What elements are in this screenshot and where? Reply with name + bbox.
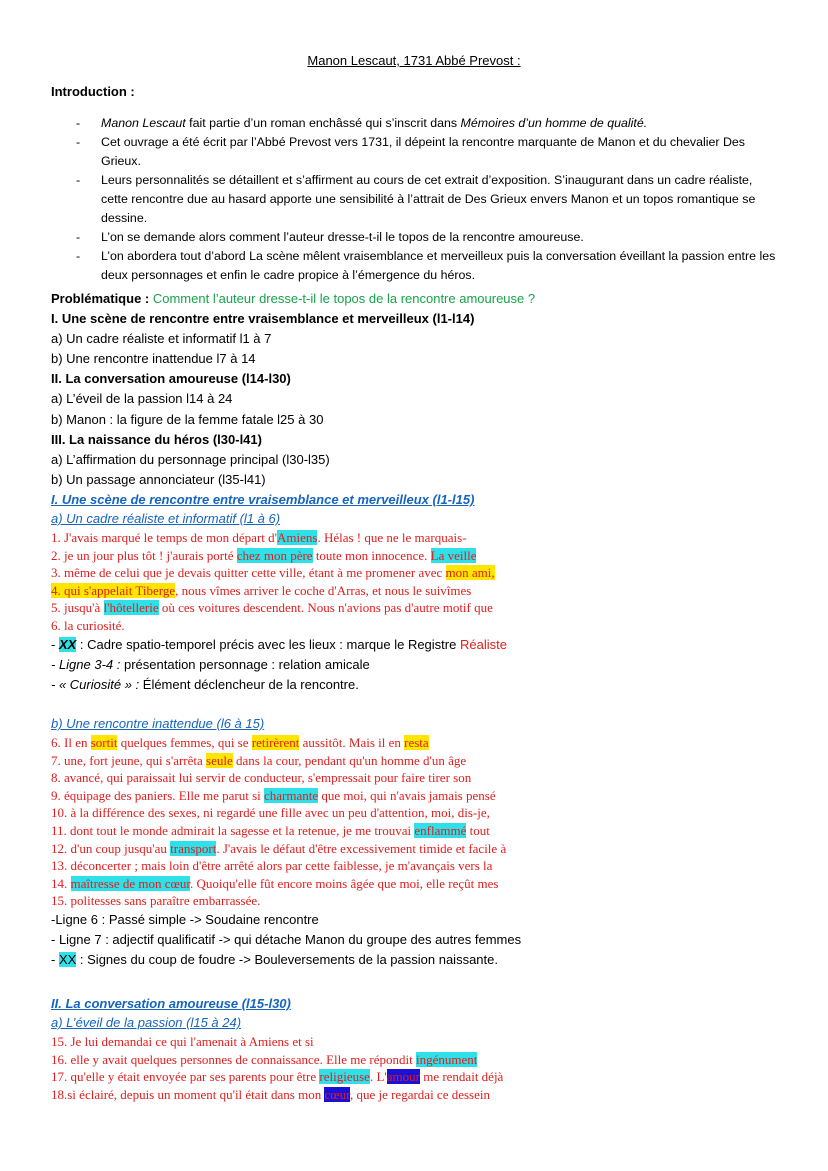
text-span: , nous vîmes arriver le coche d'Arras, et nous le suivîmes (175, 582, 472, 598)
label: Problématique : (51, 291, 153, 306)
quote-block (51, 734, 791, 910)
outline-subpart: a) L’éveil de la passion l14 à 24 (51, 391, 233, 407)
text-span: resta (404, 735, 429, 750)
introduction-heading: Introduction : (51, 84, 135, 99)
text-span: me rendait déjà (419, 1069, 504, 1085)
section-heading: I. Une scène de rencontre entre vraisemblance et merveilleux (l1-l15) (51, 492, 475, 507)
quote-line (51, 734, 791, 752)
note (51, 655, 791, 675)
section-heading: II. La conversation amoureuse (l15-l30) (51, 996, 291, 1011)
text-span: . J'avais le défaut d'être excessivement timide et facile à (216, 840, 507, 856)
note (51, 675, 791, 695)
text-span: 3. même de celui que je devais quitter cette ville, étant à me promener avec (51, 565, 446, 581)
subsection-heading: b) Une rencontre inattendue (l6 à 15) (51, 716, 265, 731)
text-span: - Ligne 3-4 : (51, 656, 121, 672)
text-span: 4. qui s'appelait Tiberge (51, 582, 176, 598)
italic-text: Mémoires d’un homme de qualité. (460, 116, 648, 130)
text-span: 6. Il en (51, 735, 91, 750)
section-1 (51, 490, 791, 695)
text-span: Réaliste (459, 636, 507, 652)
quote-line (51, 582, 791, 600)
quote-block (51, 1033, 791, 1103)
text-span: mon ami, (445, 565, 495, 581)
quote-line (51, 787, 791, 805)
quote-line: 15. Je lui demandai ce qui l'amenait à Amiens et si (51, 1034, 314, 1049)
text-span: sortit (90, 735, 118, 750)
text-span: tout (466, 822, 490, 838)
quote-line (51, 599, 791, 617)
outline (51, 289, 791, 490)
outline-part: II. La conversation amoureuse (l14-l30) (51, 371, 291, 387)
analysis-notes (51, 910, 791, 970)
text-span: enflammé (414, 822, 467, 838)
introduction-list (51, 114, 781, 285)
text-span: - « Curiosité » : (51, 676, 140, 692)
text-span: - (51, 636, 59, 652)
text-span: toute mon innocence. (312, 547, 431, 563)
outline-subpart: a) L’affirmation du personnage principal (l30-l35) (51, 451, 330, 467)
text-span: . L' (369, 1069, 387, 1085)
text-span: La veille (430, 547, 477, 563)
quote-line: 8. avancé, qui paraissait lui servir de conducteur, s'empressait pour faire tirer son (51, 770, 472, 786)
text-span: cœur (324, 1086, 350, 1102)
quote-line (51, 822, 791, 840)
text-span: dans la cour, pendant qu'un homme d'un âge (232, 752, 467, 768)
note: - Ligne 7 : adjectif qualificatif -> qui détache Manon du groupe des autres femmes (51, 931, 522, 947)
text-span: transport (170, 840, 217, 856)
text-span: 7. une, fort jeune, qui s'arrêta (51, 752, 207, 768)
text-span: Amiens (276, 530, 318, 545)
section-1b (51, 714, 791, 970)
quote-line: 13. déconcerter ; mais loin d'être arrêté alors par cette faiblesse, je m'avançais vers la (51, 858, 493, 874)
note (51, 635, 791, 655)
subsection-heading: a) Un cadre réaliste et informatif (l1 à 6) (51, 511, 281, 526)
quote-line (51, 840, 791, 858)
quote-line (51, 1051, 791, 1069)
text-span: 18.si éclairé, depuis un moment qu'il était dans mon (51, 1086, 325, 1102)
text-span: que moi, qui n'avais jamais pensé (318, 787, 496, 803)
italic-text: Manon Lescaut (101, 116, 186, 130)
quote-block (51, 529, 791, 635)
text-span: charmante (264, 787, 319, 803)
quote-line: 6. la curiosité. (51, 617, 125, 633)
list-item: - L’on abordera tout d’abord La scène mêlent vraisemblance et merveilleux puis la conversation éveillant la passion entre les deux personnages et enfin le cadre propice à l’émergence du héros. (51, 247, 781, 285)
outline-part: III. La naissance du héros (l30-l41) (51, 431, 262, 447)
text-span: 16. elle y avait quelques personnes de connaissance. Elle me répondit (51, 1051, 416, 1067)
text-span: : Signes du coup de foudre -> Bouleversements de la passion naissante. (76, 951, 498, 967)
text-span: . Quoiqu'elle fût encore moins âgée que moi, elle reçût mes (190, 875, 499, 891)
quote-line (51, 1068, 791, 1086)
outline-subpart: a) Un cadre réaliste et informatif l1 à 7 (51, 331, 272, 347)
text-span: 9. équipage des paniers. Elle me parut si (51, 787, 264, 803)
text-span: quelques femmes, qui se (117, 735, 252, 750)
quote-line: 15. politesses sans paraître embarrassée. (51, 893, 261, 909)
list-item: - Cet ouvrage a été écrit par l’Abbé Prevost vers 1731, il dépeint la rencontre marquante de Manon et du chevalier Des Grieux. (51, 133, 781, 171)
list-item (51, 114, 781, 133)
list-item: - Leurs personnalités se détaillent et s’affirment au cours de cet extrait d’exposition. S’inaugurant dans un cadre réaliste, cette rencontre due au hasard apporte une sensibilité à l’attrait de Des Grieux envers Manon et un topos romantique se dessine. (51, 171, 781, 228)
quote-line (51, 752, 791, 770)
problematique-text: Comment l’auteur dresse-t-il le topos de la rencontre amoureuse ? (152, 291, 536, 306)
text-span: ingénument (415, 1051, 478, 1067)
list-item: - L’on se demande alors comment l’auteur dresse-t-il le topos de la rencontre amoureuse. (51, 228, 781, 247)
text-span: Élément déclencheur de la rencontre. (139, 676, 359, 692)
note (51, 950, 791, 970)
subsection-heading: a) L’éveil de la passion (l15 à 24) (51, 1015, 242, 1030)
text-span: amour (386, 1069, 420, 1085)
outline-subpart: b) Manon : la figure de la femme fatale l25 à 30 (51, 411, 324, 427)
text-span: 11. dont tout le monde admirait la sagesse et la retenue, je me trouvai (51, 822, 415, 838)
quote-line: 10. à la différence des sexes, ni regardé une fille avec un peu d'attention, moi, dis-je, (51, 805, 490, 821)
text-span: XX (58, 636, 77, 652)
text-span: où ces voitures descendent. Nous n'avions pas d'autre motif que (158, 600, 493, 616)
quote-line (51, 1086, 791, 1104)
text: fait partie d’un roman enchâssé qui s’inscrit dans (185, 116, 461, 130)
quote-line (51, 564, 791, 582)
quote-line (51, 529, 791, 547)
section-2 (51, 994, 791, 1103)
text-span: 12. d'un coup jusqu'au (51, 840, 171, 856)
text-span: , que je regardai ce dessein (349, 1086, 490, 1102)
outline-subpart: b) Un passage annonciateur (l35-l41) (51, 471, 266, 487)
text-span: XX (58, 951, 77, 967)
outline-subpart: b) Une rencontre inattendue l7 à 14 (51, 351, 256, 367)
text-span: 2. je un jour plus tôt ! j'aurais porté (51, 547, 237, 563)
text-span: 17. qu'elle y était envoyée par ses parents pour être (51, 1069, 320, 1085)
text-span: présentation personnage : relation amicale (120, 656, 370, 672)
text-span: aussitôt. Mais il en (299, 735, 405, 750)
text-span: retirèrent (251, 735, 300, 750)
text-span: 14. (51, 875, 71, 891)
text-span: l'hôtellerie (103, 600, 159, 616)
quote-line (51, 547, 791, 565)
page-title: Manon Lescaut, 1731 Abbé Prevost : (307, 53, 521, 68)
quote-line (51, 875, 791, 893)
text-span: chez mon père (236, 547, 313, 563)
text-span: : Cadre spatio-temporel précis avec les lieux : marque le Registre (76, 636, 460, 652)
text-span: 5. jusqu'à (51, 600, 104, 616)
text-span: 1. J'avais marqué le temps de mon départ d' (51, 530, 277, 545)
text-span: seule (206, 752, 233, 768)
analysis-notes (51, 635, 791, 695)
text-span: - (51, 951, 59, 967)
text-span: maîtresse de mon cœur (70, 875, 190, 891)
note: -Ligne 6 : Passé simple -> Soudaine rencontre (51, 911, 319, 927)
text-span: religieuse (319, 1069, 370, 1085)
problematique (51, 289, 791, 309)
text-span: . Hélas ! que ne le marquais- (317, 530, 467, 545)
outline-part: I. Une scène de rencontre entre vraisemblance et merveilleux (l1-l14) (51, 311, 475, 327)
